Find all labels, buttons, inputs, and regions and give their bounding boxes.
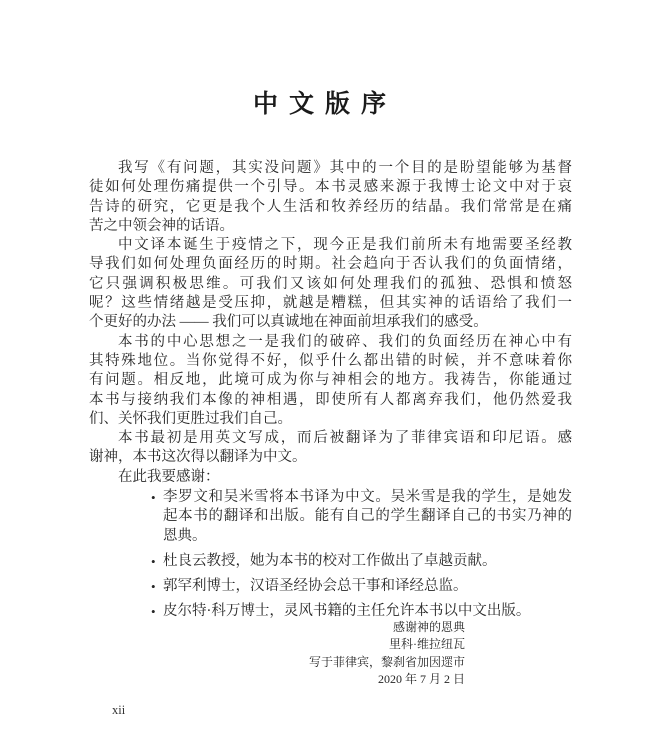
bullet-icon: •	[151, 490, 156, 505]
paragraph-line: 苦之中领会神的话语。	[89, 217, 234, 234]
list-item	[89, 488, 572, 546]
paragraph-line: 有问题。相反地，此境可成为你与神相会的地方。我祷告，你能通过	[89, 372, 572, 389]
paragraph-line: 们、关怀我们更胜过我们自己。	[89, 410, 292, 427]
signature-location: 写于菲律宾，黎刹省加因遝市	[308, 654, 465, 669]
paragraph	[89, 333, 572, 429]
list-item-line: 皮尔特·科万博士，灵风书籍的主任允许本书以中文出版。	[163, 603, 531, 620]
paragraph-line: 告诗的研究，它更是我个人生活和牧养经历的结晶。我们常常是在痛	[89, 198, 572, 215]
paragraph-line: 本书的中心思想之一是我们的破碎、我们的负面经历在神心中有	[118, 333, 572, 350]
bullet-icon: •	[151, 579, 156, 595]
list-item-line: 起本书的翻译和出版。能有自己的学生翻译自己的书实乃神的	[163, 508, 572, 525]
paragraph-line: 徒如何处理伤痛提供一个引导。本书灵感来源于我博士论文中对于哀	[89, 179, 572, 196]
paragraph-line: 本书与接纳我们本像的神相遇，即使所有人都离弃我们，他仍然爱我	[89, 391, 572, 408]
paragraph	[89, 159, 572, 236]
paragraph-line: 本书最初是用英文写成，而后被翻译为了菲律宾语和印尼语。感	[118, 430, 572, 447]
signature-date: 2020 年 7 月 2 日	[377, 671, 465, 686]
bullet-icon: •	[151, 553, 156, 569]
paragraph-line: 它只强调积极思维。可我们又该如何处理我们的孤独、恐惧和愤怒	[89, 275, 572, 292]
list-item-line: 郭罕利博士，汉语圣经协会总干事和译经总监。	[163, 578, 468, 595]
list-item-line: 恩典。	[163, 527, 207, 544]
paragraph-line: 呢？这些情绪越是受压抑，就越是糟糕，但其实神的话语给了我们一	[89, 295, 572, 312]
signature-closing: 感谢神的恩典	[392, 620, 465, 634]
signature-block	[309, 619, 465, 688]
paragraph-line: 其特殊地位。当你觉得不好，似乎什么都出错的时候，并不意味着你	[89, 352, 572, 369]
list-item-line: 李罗文和吴米雪将本书译为中文。吴米雪是我的学生，是她发	[163, 489, 572, 505]
bullet-icon: •	[151, 604, 156, 620]
paragraph	[89, 429, 572, 468]
paragraph-line: 个更好的办法 —— 我们可以真诚地在神面前坦承我们的感受。	[89, 314, 488, 331]
signature-author: 里科·维拉纽瓦	[389, 637, 465, 652]
paragraph	[89, 236, 572, 332]
paragraph-line: 中文译本诞生于疫情之下，现今正是我们前所未有地需要圣经教	[118, 237, 572, 254]
list-item-line: 杜良云教授，她为本书的校对工作做出了卓越贡献。	[163, 552, 497, 569]
acknowledgement-list	[89, 488, 572, 628]
body-paragraphs	[89, 159, 572, 487]
paragraph-line: 导我们如何处理负面经历的时期。社会趋向于否认我们的负面情绪，	[89, 256, 572, 273]
paragraph-line: 谢神，本书这次得以翻译为中文。	[89, 449, 307, 466]
list-item	[89, 577, 572, 596]
page-title: 中文版序	[252, 91, 397, 118]
paragraph-line: 在此我要感谢：	[118, 468, 220, 485]
page-number: xii	[112, 703, 126, 717]
paragraph-line: 我写《有问题，其实没问题》其中的一个目的是盼望能够为基督	[118, 160, 572, 176]
list-item	[89, 552, 572, 571]
paragraph	[89, 468, 572, 487]
